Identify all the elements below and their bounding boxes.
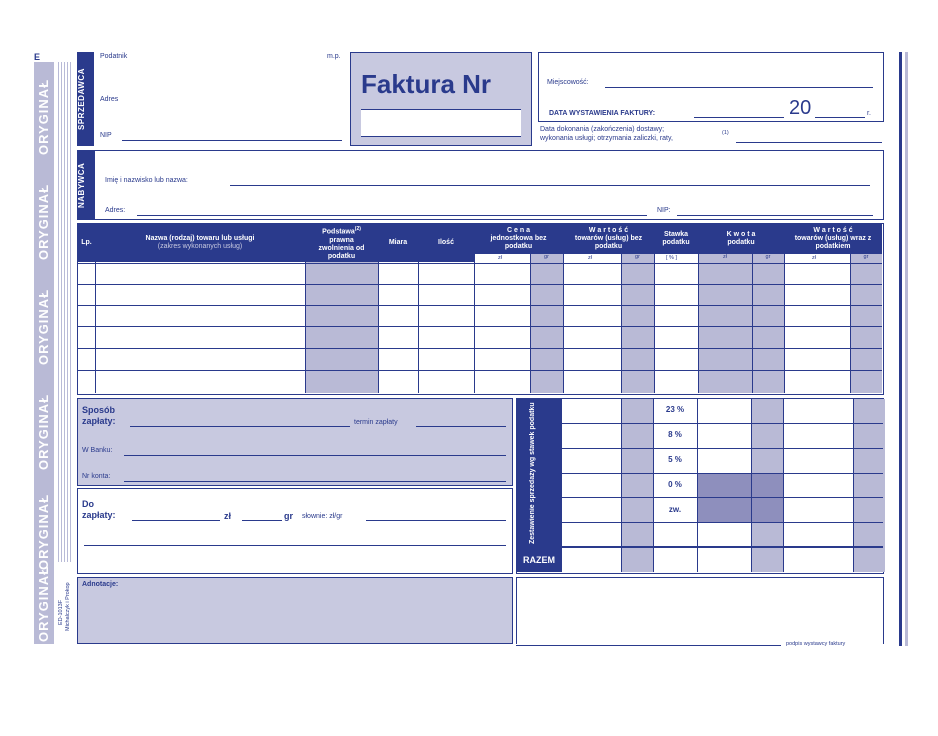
col-nazwa-text: Nazwa (rodzaj) towaru lub usługi (145, 235, 255, 242)
shade-wartosc-gr (621, 262, 654, 393)
row-divider (78, 326, 882, 327)
buyer-name-field[interactable] (230, 185, 870, 186)
col-podstawa-sup: (2) (354, 226, 361, 233)
shade-cena-gr (530, 262, 563, 393)
rate-8: 8 % (668, 430, 682, 439)
row-divider (78, 263, 882, 264)
buyer-imie-label: Imię i nazwisko lub nazwa: (105, 177, 188, 184)
dostawa-line2: wykonania usługi; otrzymania zaliczki, raty, (540, 135, 673, 142)
col-kwota (698, 224, 784, 254)
amount-gr-field[interactable] (242, 520, 282, 521)
buyer-nip-field[interactable] (677, 215, 873, 216)
miejscowosc-field[interactable] (605, 87, 873, 88)
buyer-section-label: NABYWCA (77, 162, 86, 208)
do-label: Do (82, 499, 94, 509)
signature-label: podpis wystawcy faktury (786, 641, 846, 647)
oryginal-label: ORYGINAŁ (36, 183, 51, 261)
row-divider (78, 370, 882, 371)
sub-zl-cena: zł (498, 255, 502, 261)
col-divider (418, 224, 419, 393)
shade-wartosc2-gr (850, 262, 882, 393)
oryginal-label: ORYGINAŁ (36, 493, 51, 571)
adnotacje-label: Adnotacje: (82, 581, 119, 588)
col-divider (378, 224, 379, 393)
seller-label-bar (77, 52, 94, 146)
sub-gr-wartosc2: gr (850, 254, 882, 263)
seller-box (94, 52, 347, 146)
konto-field[interactable] (124, 481, 506, 482)
payment-box (77, 398, 513, 486)
year-field[interactable] (815, 117, 865, 118)
col-cena-text: C e n a (507, 227, 530, 234)
amount-gr-label: gr (284, 511, 293, 521)
miejscowosc-label: Miejscowość: (547, 79, 589, 86)
year-prefix: 20 (789, 97, 812, 119)
col-kwota-sub: podatku (727, 239, 755, 246)
bank-label: W Banku: (82, 447, 113, 454)
summary-label-cell (517, 399, 561, 547)
col-cena-sub: jednostkowa bez podatku (490, 235, 547, 250)
summary-label: Zestawienie sprzedaży wg stawek podatku (529, 402, 536, 544)
rate-0: 0 % (668, 480, 682, 489)
do-zaplaty-label: zapłaty: (82, 510, 116, 520)
sub-pct: [ % ] (666, 255, 678, 261)
invoice-title: Faktura Nr (361, 69, 492, 99)
col-wartosc-sub: towarów (usług) bez podatku (574, 235, 643, 250)
summary-table (516, 398, 884, 574)
row-divider (78, 305, 882, 306)
razem-label: RAZEM (523, 554, 555, 565)
row-divider (517, 546, 883, 548)
footnote-1: (1) (722, 130, 729, 136)
buyer-box (94, 150, 884, 220)
data-wystawienia-label: DATA WYSTAWIENIA FAKTURY: (549, 110, 656, 117)
buyer-adres-label: Adres: (105, 207, 126, 214)
sub-zl-wartosc: zł (588, 255, 592, 261)
col-ilosc (418, 224, 474, 262)
buyer-address-field[interactable] (137, 215, 647, 216)
amount-due-box (77, 488, 513, 574)
shade-kwota (698, 262, 784, 393)
sposob-label: Sposób (82, 405, 115, 415)
seller-adres-label: Adres (100, 96, 119, 103)
row-divider (561, 448, 883, 449)
invoice-number-field[interactable] (361, 109, 521, 137)
col-divider (95, 224, 96, 393)
col-stawka (654, 224, 698, 254)
col-miara (378, 224, 418, 262)
termin-label: termin zapłaty (354, 419, 398, 426)
konto-label: Nr konta: (82, 473, 111, 480)
col-divider (530, 254, 531, 393)
col-podstawa (305, 224, 378, 262)
col-divider (563, 224, 564, 393)
fine-print (58, 62, 72, 562)
rate-23: 23 % (665, 405, 685, 414)
sub-zl-kwota: zł (698, 254, 752, 263)
col-podstawa-rest: prawna zwolnienia od podatku (318, 236, 365, 260)
col-podstawa-text: Podstawa (322, 228, 355, 236)
slownie-field[interactable] (366, 520, 506, 521)
col-divider (654, 224, 655, 393)
buyer-nip-label: NIP: (657, 207, 671, 214)
col-lp (78, 224, 95, 262)
oryginal-label: ORYGINAŁ (36, 288, 51, 366)
seller-podatnik-label: Podatnik (100, 53, 128, 60)
col-cena (474, 224, 563, 254)
seller-nip-line[interactable] (122, 140, 342, 141)
col-nazwa-sub: (zakres wykonanych usług) (157, 243, 243, 250)
termin-field[interactable] (416, 426, 506, 427)
strip-code: ED-1013F (58, 599, 64, 625)
rate-zw: zw. (668, 505, 682, 514)
zaplaty-label: zapłaty: (82, 416, 116, 426)
slownie-field-2[interactable] (84, 545, 506, 546)
col-wartosc-text: W a r t o ś ć (588, 227, 629, 234)
seller-section-label: SPRZEDAWCA (77, 68, 86, 130)
bank-field[interactable] (124, 455, 506, 456)
dostawa-line1: Data dokonania (zakończenia) dostawy; (540, 126, 665, 133)
col-stawka-text: Stawka podatku (662, 231, 690, 246)
sub-gr-kwota: gr (752, 254, 784, 263)
amount-zl-field[interactable] (132, 520, 220, 521)
sub-gr-cena: gr (530, 254, 563, 263)
rate-5: 5 % (668, 455, 682, 464)
col-kwota-text: K w o t a (726, 231, 756, 238)
col-wartosc2-sub: towarów (usług) wraz z podatkiem (794, 235, 872, 250)
oryginal-label: ORYGINAŁ (36, 78, 51, 156)
col-divider (784, 224, 785, 393)
col-wartosc2-text: W a r t o ś ć (813, 227, 853, 234)
oryginal-label: ORYGINAŁ (36, 393, 51, 471)
meta-box (538, 52, 884, 122)
signature-box[interactable] (516, 577, 884, 644)
items-table (77, 223, 884, 395)
sposob-field[interactable] (130, 426, 350, 427)
right-binding (905, 52, 908, 646)
title-box (350, 52, 532, 146)
date-field[interactable] (694, 117, 784, 118)
col-divider (752, 254, 753, 393)
strip-letter: E (34, 52, 41, 62)
col-divider (305, 224, 306, 393)
seller-nip-label: NIP (100, 132, 112, 139)
strip-publisher: Michalczyk i Prokop (65, 582, 71, 632)
col-divider (850, 254, 851, 393)
col-nazwa (95, 224, 305, 262)
col-divider (474, 224, 475, 393)
shade-podstawa (305, 262, 378, 393)
col-miara-text: Miara (388, 239, 408, 246)
col-divider (698, 224, 699, 393)
sub-gr-wartosc: gr (621, 254, 654, 263)
right-binding (899, 52, 902, 646)
col-lp-text: Lp. (81, 239, 92, 246)
col-wartosc (563, 224, 654, 254)
col-divider (621, 254, 622, 393)
razem-cell (517, 547, 561, 572)
oryginal-band (34, 62, 54, 644)
sub-zl-wartosc2: zł (812, 255, 816, 261)
year-suffix: r. (867, 110, 871, 117)
left-strip (32, 52, 74, 644)
dostawa-date-field[interactable] (736, 142, 882, 143)
col-ilosc-text: Ilość (438, 239, 454, 246)
col-wartosc2 (784, 224, 882, 254)
row-divider (78, 284, 882, 285)
row-divider (78, 348, 882, 349)
amount-zl-label: zł (224, 511, 232, 521)
seller-mp-label: m.p. (327, 53, 341, 60)
slownie-label: słownie: zł/gr (302, 513, 343, 520)
row-divider (561, 473, 883, 474)
annotations-box[interactable] (77, 577, 513, 644)
signature-line (516, 645, 781, 646)
row-divider (561, 522, 883, 523)
row-divider (561, 497, 883, 498)
oryginal-label: ORYGINAŁ (36, 565, 51, 642)
row-divider (561, 423, 883, 424)
buyer-label-bar (77, 150, 94, 220)
